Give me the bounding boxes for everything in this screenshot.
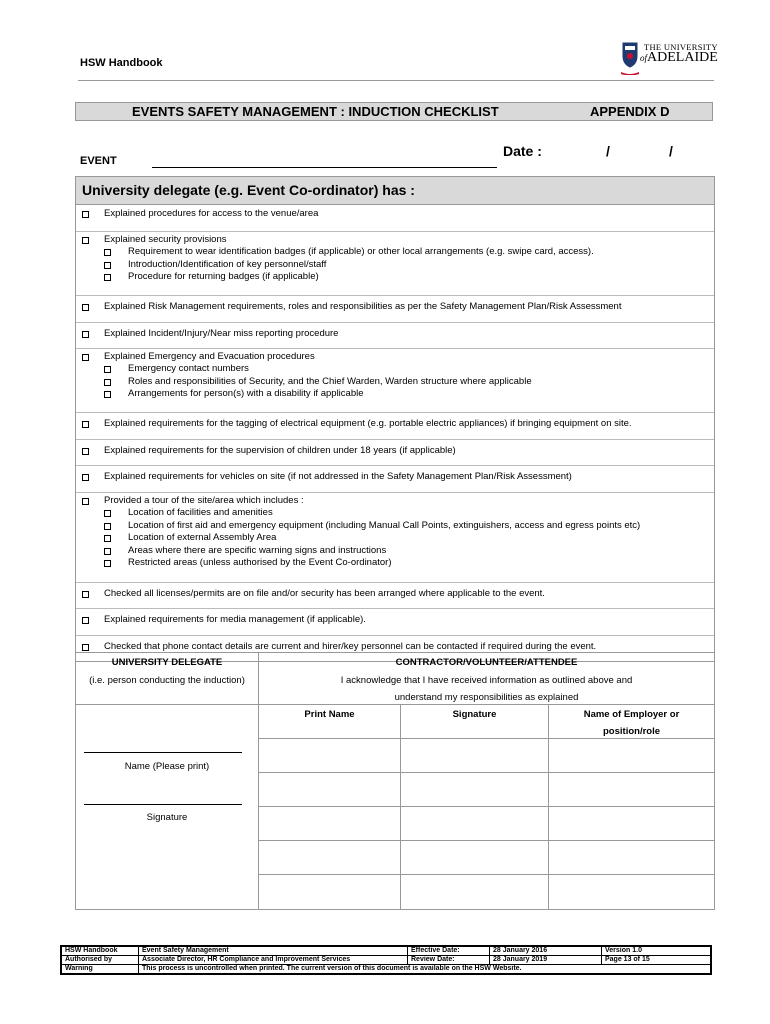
checkbox[interactable] [104,510,111,517]
checkbox[interactable] [104,379,111,386]
checkbox[interactable] [104,274,111,281]
checkbox[interactable] [82,237,89,244]
checklist-item [76,413,714,440]
checkbox[interactable] [82,211,89,218]
checklist-subitem-text: Location of facilities and amenities [128,507,273,518]
checklist-item-text: Explained procedures for access to the venue/area [104,208,319,219]
checkbox[interactable] [104,391,111,398]
contractor-title: CONTRACTOR/VOLUNTEER/ATTENDEE [395,657,578,668]
checklist-item-text: Explained requirements for the tagging of electrical equipment (e.g. portable electric appliances) if bringing equipment on site. [104,418,632,429]
checkbox[interactable] [82,448,89,455]
logo-adelaide: ADELAIDE [647,50,718,65]
crest-icon [622,42,638,68]
row-divider [76,704,714,705]
checkbox[interactable] [82,354,89,361]
logo-line1: THE UNIVERSITY [644,42,718,52]
checklist-item-text: Checked all licenses/permits are on file and/or security has been arranged where applicable to the event. [104,588,545,599]
checkbox[interactable] [104,548,111,555]
checkbox[interactable] [82,617,89,624]
row-divider [259,738,714,739]
signature-header: Signature [452,709,497,720]
checklist-item-text: Explained Incident/Injury/Near miss reporting procedure [104,328,339,339]
checklist-item [76,323,714,349]
checklist-subitem-text: Location of first aid and emergency equipment (including Manual Call Points, extinguishers, access and egress points etc) [128,519,641,531]
checklist-subitem-text: Roles and responsibilities of Security, and the Chief Warden, Warden structure where applicable [128,375,532,387]
footer-cell: Associate Director, HR Compliance and Improvement Services [139,956,408,965]
checklist-item-text: Explained Risk Management requirements, roles and responsibilities as per the Safety Management Plan/Risk Assessment [104,301,622,312]
footer-cell: Review Date: [408,956,490,965]
footer-warning: This process is uncontrolled when printed. The current version of this document is available on the HSW Website. [139,965,711,974]
checklist-heading: University delegate (e.g. Event Co-ordinator) has : [76,177,714,205]
handbook-label: HSW Handbook [80,57,163,69]
footer-cell: Page 13 of 15 [602,956,711,965]
checkbox[interactable] [104,523,111,530]
checklist-item [76,466,714,493]
checklist-subitem-text: Requirement to wear identification badges (if applicable) or other local arrangements (e.g. swipe card, access). [128,246,594,257]
row-divider [259,806,714,807]
checklist-item [76,583,714,609]
row-divider [259,772,714,773]
checkbox[interactable] [82,591,89,598]
contractor-acknowledgement-1: I acknowledge that I have received information as outlined above and [340,675,633,686]
logo-line2 [640,50,718,66]
checklist-item-text: Explained requirements for vehicles on site (if not addressed in the Safety Management Plan/Risk Assessment) [104,471,572,482]
checklist-item-text: Checked that phone contact details are current and hirer/key personnel can be contacted if required during the event. [104,641,597,652]
date-separator: / [606,143,610,159]
print-name-header: Print Name [304,709,355,720]
checklist-subitem-text: Introduction/Identification of key personnel/staff [128,258,327,270]
footer-cell: Authorised by [62,956,139,965]
checkbox[interactable] [82,644,89,651]
name-caption: Name (Please print) [124,761,210,772]
signoff-table [75,652,715,910]
logo-of: of [640,53,648,63]
checkbox[interactable] [82,331,89,338]
checklist-item [76,296,714,323]
ribbon-icon [621,69,639,75]
column-divider [400,704,401,909]
footer-cell: 28 January 2019 [490,956,602,965]
footer-cell: Event Safety Management [139,947,408,956]
checkbox[interactable] [82,421,89,428]
footer-cell: Warning [62,965,139,974]
row-divider [259,874,714,875]
date-separator: / [669,143,673,159]
appendix-label: APPENDIX D [590,104,670,119]
event-input-line[interactable] [152,167,497,168]
checklist-subitem-text: Procedure for returning badges (if applicable) [128,271,319,282]
footer-cell: Version 1.0 [602,947,711,956]
checklist-item [76,205,714,232]
checklist-item [76,609,714,636]
checklist-item-text: Explained Emergency and Evacuation procedures [104,351,315,362]
checklist-subitem-text: Areas where there are specific warning signs and instructions [128,544,387,556]
checklist-item [76,232,714,296]
checkbox[interactable] [82,304,89,311]
event-label: EVENT [80,155,117,167]
signature-input-line[interactable] [84,804,242,805]
checklist-item [76,440,714,466]
footer-cell: HSW Handbook [62,947,139,956]
checklist-subitem-text: Emergency contact numbers [128,363,249,374]
delegate-title: UNIVERSITY DELEGATE [111,657,223,668]
checkbox[interactable] [104,535,111,542]
document-title: EVENTS SAFETY MANAGEMENT : INDUCTION CHECKLIST [132,104,499,119]
name-input-line[interactable] [84,752,242,753]
checkbox[interactable] [82,498,89,505]
employer-header: position/role [603,726,660,737]
induction-checklist [75,176,715,662]
checklist-item [76,493,714,583]
row-divider [259,840,714,841]
signature-caption: Signature [146,812,188,823]
checklist-subitem-text: Restricted areas (unless authorised by the Event Co-ordinator) [128,557,392,568]
header-rule [78,80,714,81]
checkbox[interactable] [104,262,111,269]
checkbox[interactable] [82,474,89,481]
university-logo [622,42,718,76]
date-label: Date : [503,143,542,159]
checklist-item-text: Explained requirements for media management (if applicable). [104,614,366,625]
checklist-item-text: Explained security provisions [104,234,227,245]
contractor-acknowledgement-2: understand my responsibilities as explained [394,692,579,703]
checklist-item-text: Explained requirements for the supervision of children under 18 years (if applicable) [104,445,456,456]
delegate-subtitle: (i.e. person conducting the induction) [89,675,245,686]
checkbox[interactable] [104,366,111,373]
checklist-subitem-text: Location of external Assembly Area [128,532,277,543]
checkbox[interactable] [104,560,111,567]
checklist-subitem-text: Arrangements for person(s) with a disability if applicable [128,388,364,399]
checkbox[interactable] [104,249,111,256]
title-bar [75,102,713,121]
document-footer [60,945,712,975]
footer-cell: 28 January 2016 [490,947,602,956]
footer-cell: Effective Date: [408,947,490,956]
employer-header: Name of Employer or [583,709,680,720]
checklist-item [76,349,714,413]
checklist-item-text: Provided a tour of the site/area which includes : [104,495,304,506]
